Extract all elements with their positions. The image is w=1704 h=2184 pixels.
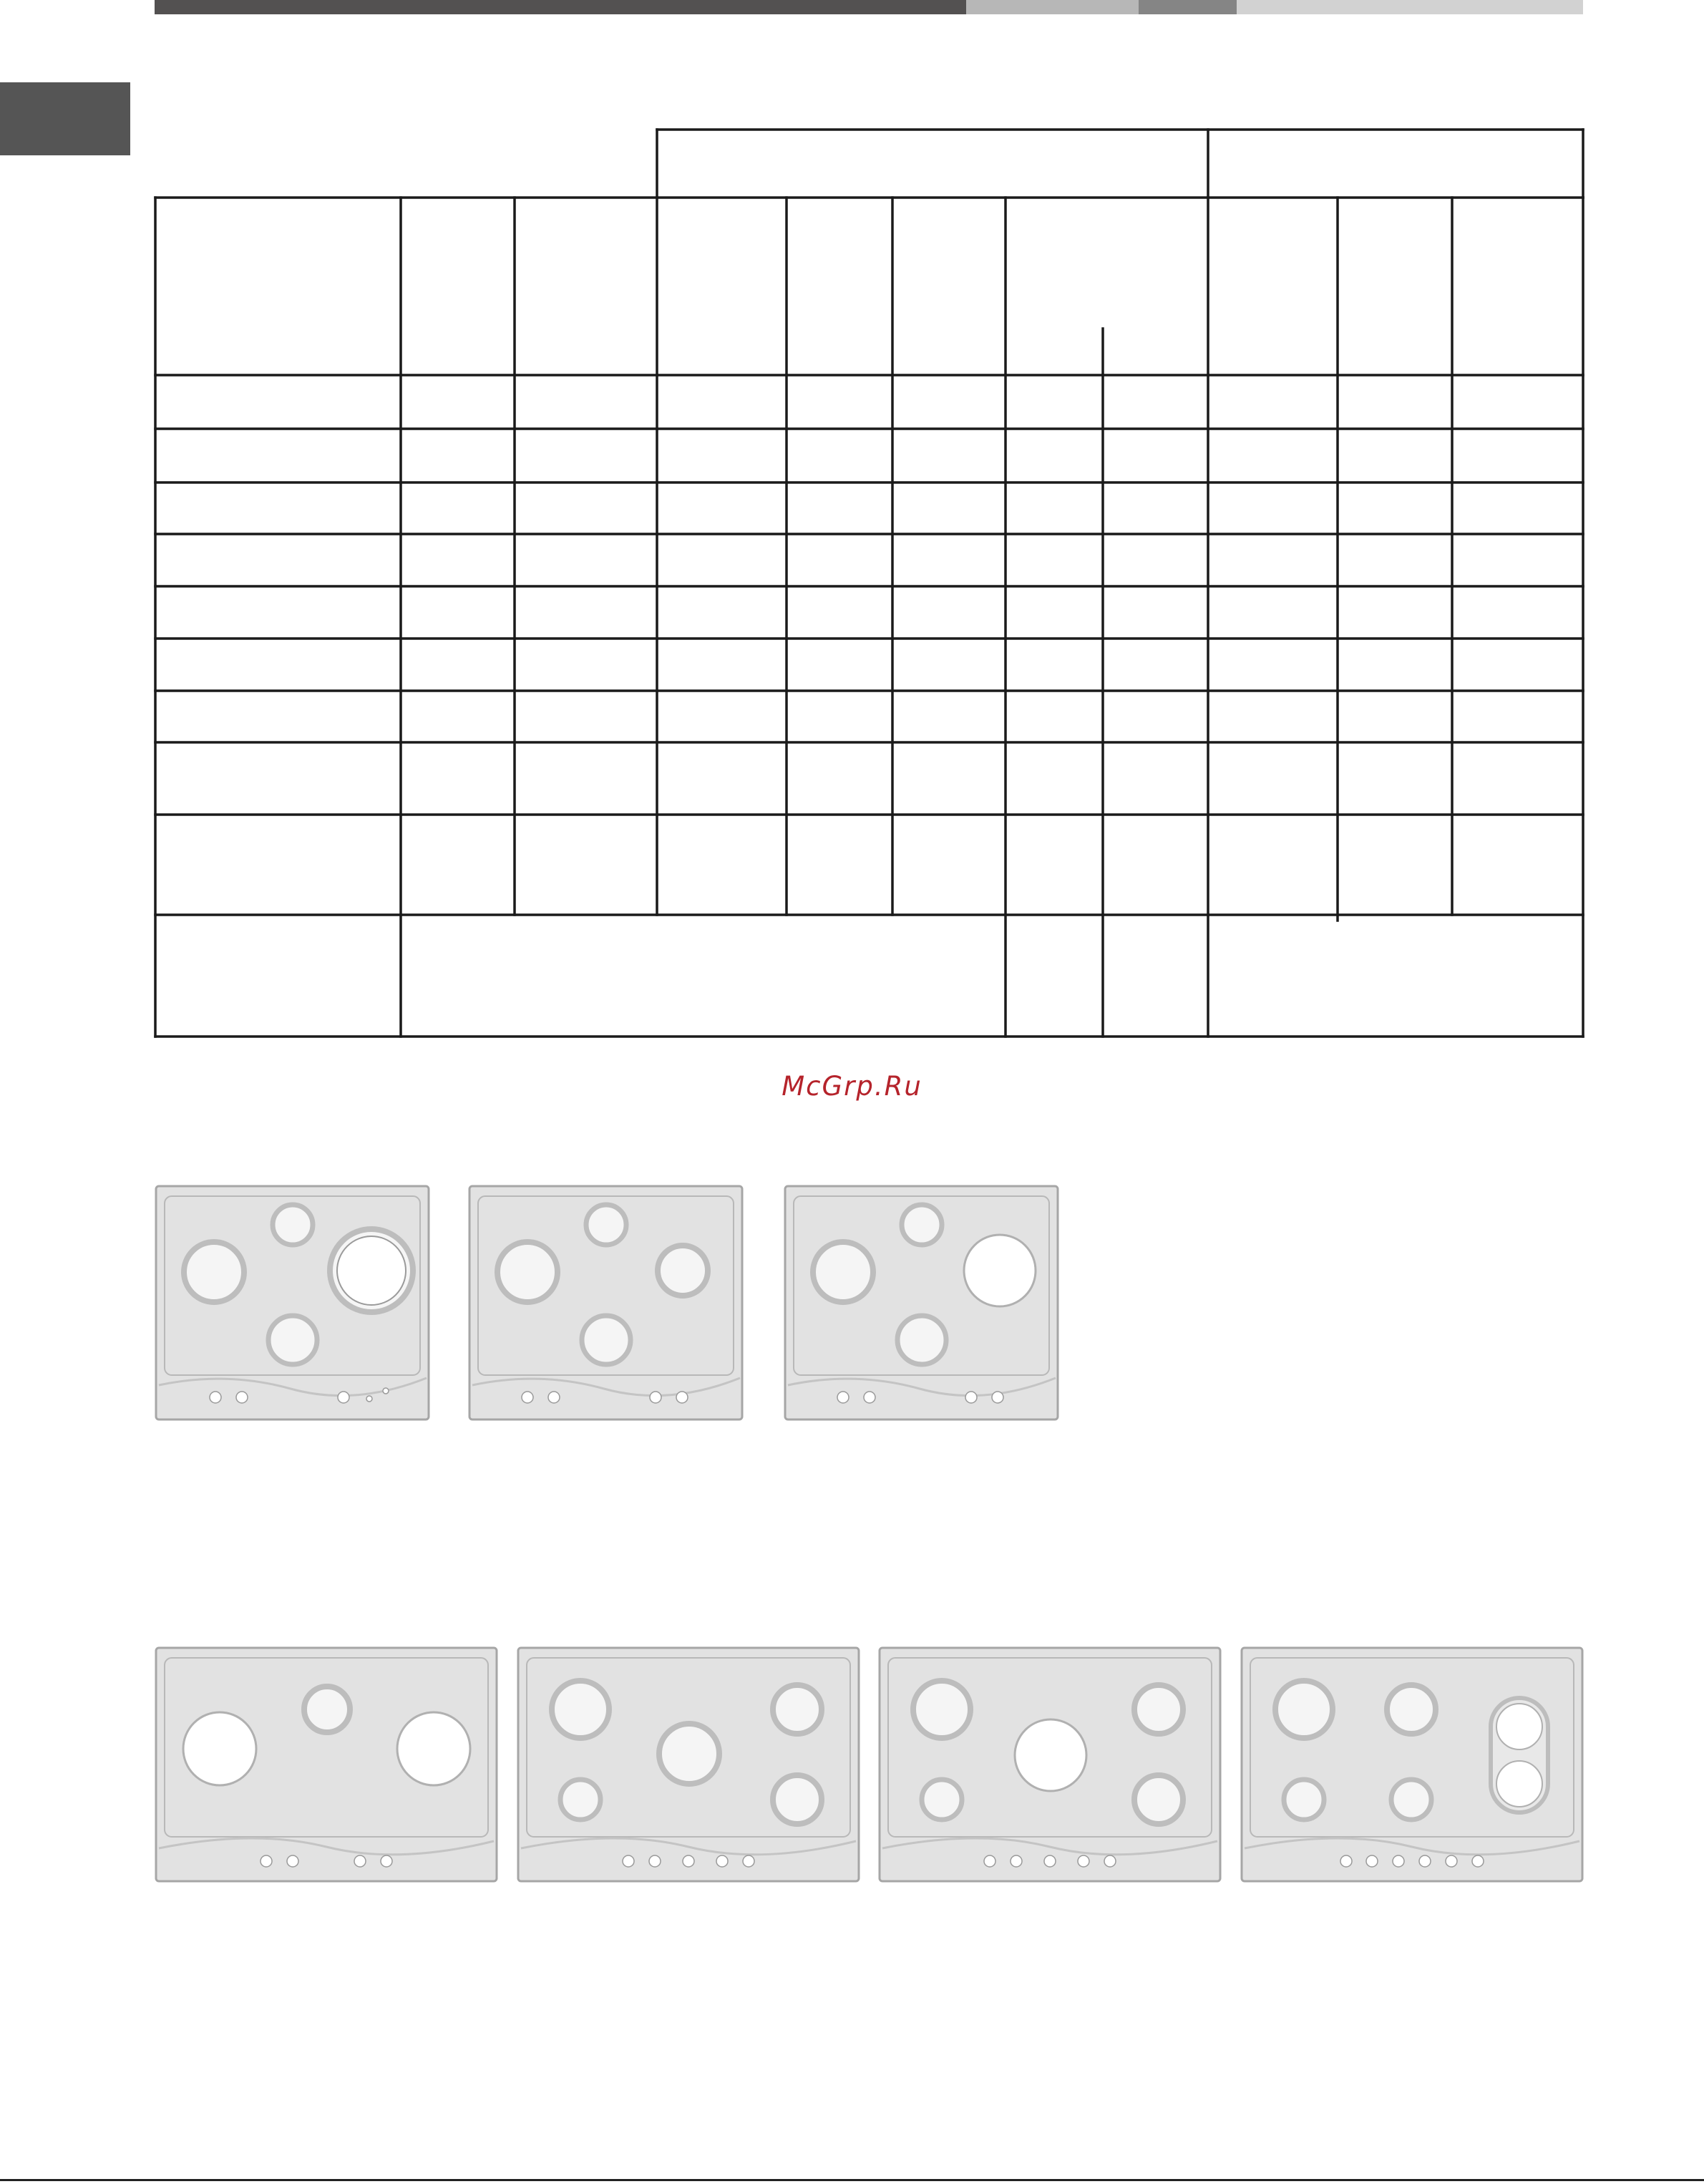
hob-wide-4-burner-grill bbox=[1240, 1646, 1584, 1883]
control-knob-icon bbox=[992, 1392, 1003, 1403]
hotplate-icon bbox=[183, 1712, 256, 1785]
burner-icon bbox=[1275, 1681, 1333, 1738]
hob-wide-4-burner-plate bbox=[878, 1646, 1222, 1883]
hob-wide-5-burner bbox=[517, 1646, 860, 1883]
control-knob-icon bbox=[743, 1855, 754, 1867]
burner-icon bbox=[552, 1681, 609, 1738]
hob-wide-2-plates bbox=[155, 1646, 498, 1883]
control-knob-icon bbox=[676, 1392, 688, 1403]
burner-icon bbox=[1284, 1780, 1324, 1820]
control-knob-icon bbox=[965, 1392, 977, 1403]
control-knob-icon bbox=[1393, 1855, 1404, 1867]
burner-icon bbox=[497, 1242, 558, 1302]
wok-burner-icon bbox=[330, 1229, 413, 1312]
control-knob-icon bbox=[383, 1388, 389, 1394]
burner-icon bbox=[897, 1316, 946, 1364]
burner-icon bbox=[273, 1205, 313, 1245]
burner-icon bbox=[1391, 1780, 1431, 1820]
burner-icon bbox=[582, 1316, 631, 1364]
control-knob-icon bbox=[1104, 1855, 1116, 1867]
burner-icon bbox=[813, 1242, 873, 1302]
burner-icon bbox=[1134, 1775, 1183, 1824]
control-knob-icon bbox=[548, 1392, 560, 1403]
control-knob-icon bbox=[261, 1855, 272, 1867]
double-hotplate-icon bbox=[1491, 1698, 1548, 1812]
control-knob-icon bbox=[623, 1855, 634, 1867]
hob-4-burner-wok bbox=[155, 1185, 430, 1421]
control-knob-icon bbox=[287, 1855, 298, 1867]
control-knob-icon bbox=[210, 1392, 221, 1403]
control-knob-icon bbox=[716, 1855, 728, 1867]
hotplate-icon bbox=[964, 1235, 1036, 1306]
control-knob-icon bbox=[1340, 1855, 1352, 1867]
control-knob-icon bbox=[683, 1855, 694, 1867]
control-knob-icon bbox=[984, 1855, 995, 1867]
hotplate-icon bbox=[397, 1712, 470, 1785]
hob-4-burner-plate bbox=[784, 1185, 1059, 1421]
control-knob-icon bbox=[1011, 1855, 1022, 1867]
control-knob-icon bbox=[236, 1392, 248, 1403]
control-knob-icon bbox=[837, 1392, 849, 1403]
hotplate-icon bbox=[1015, 1719, 1086, 1791]
burner-icon bbox=[773, 1685, 822, 1734]
control-knob-icon bbox=[522, 1392, 533, 1403]
watermark-text: McGrp.Ru bbox=[782, 1071, 922, 1102]
burner-icon bbox=[586, 1205, 626, 1245]
hob-4-burner bbox=[468, 1185, 744, 1421]
burner-icon bbox=[184, 1242, 244, 1302]
specification-table bbox=[0, 0, 1704, 1074]
control-knob-icon bbox=[864, 1392, 875, 1403]
control-knob-icon bbox=[366, 1396, 372, 1402]
burner-icon bbox=[304, 1686, 350, 1732]
burner-icon bbox=[902, 1205, 942, 1245]
burner-icon bbox=[658, 1246, 708, 1296]
control-knob-icon bbox=[354, 1855, 366, 1867]
burner-icon bbox=[773, 1775, 822, 1824]
control-knob-icon bbox=[1366, 1855, 1378, 1867]
control-knob-icon bbox=[1078, 1855, 1089, 1867]
control-knob-icon bbox=[1446, 1855, 1457, 1867]
control-knob-icon bbox=[649, 1855, 661, 1867]
burner-icon bbox=[560, 1780, 600, 1820]
page-bottom-rule bbox=[0, 2179, 1704, 2181]
control-knob-icon bbox=[650, 1392, 661, 1403]
burner-icon bbox=[268, 1316, 317, 1364]
control-knob-icon bbox=[1419, 1855, 1431, 1867]
burner-icon bbox=[659, 1724, 719, 1784]
burner-icon bbox=[1134, 1685, 1183, 1734]
burner-icon bbox=[922, 1780, 962, 1820]
control-knob-icon bbox=[1472, 1855, 1484, 1867]
control-knob-icon bbox=[338, 1392, 349, 1403]
burner-icon bbox=[913, 1681, 970, 1738]
burner-icon bbox=[1387, 1685, 1436, 1734]
control-knob-icon bbox=[381, 1855, 392, 1867]
control-knob-icon bbox=[1044, 1855, 1056, 1867]
